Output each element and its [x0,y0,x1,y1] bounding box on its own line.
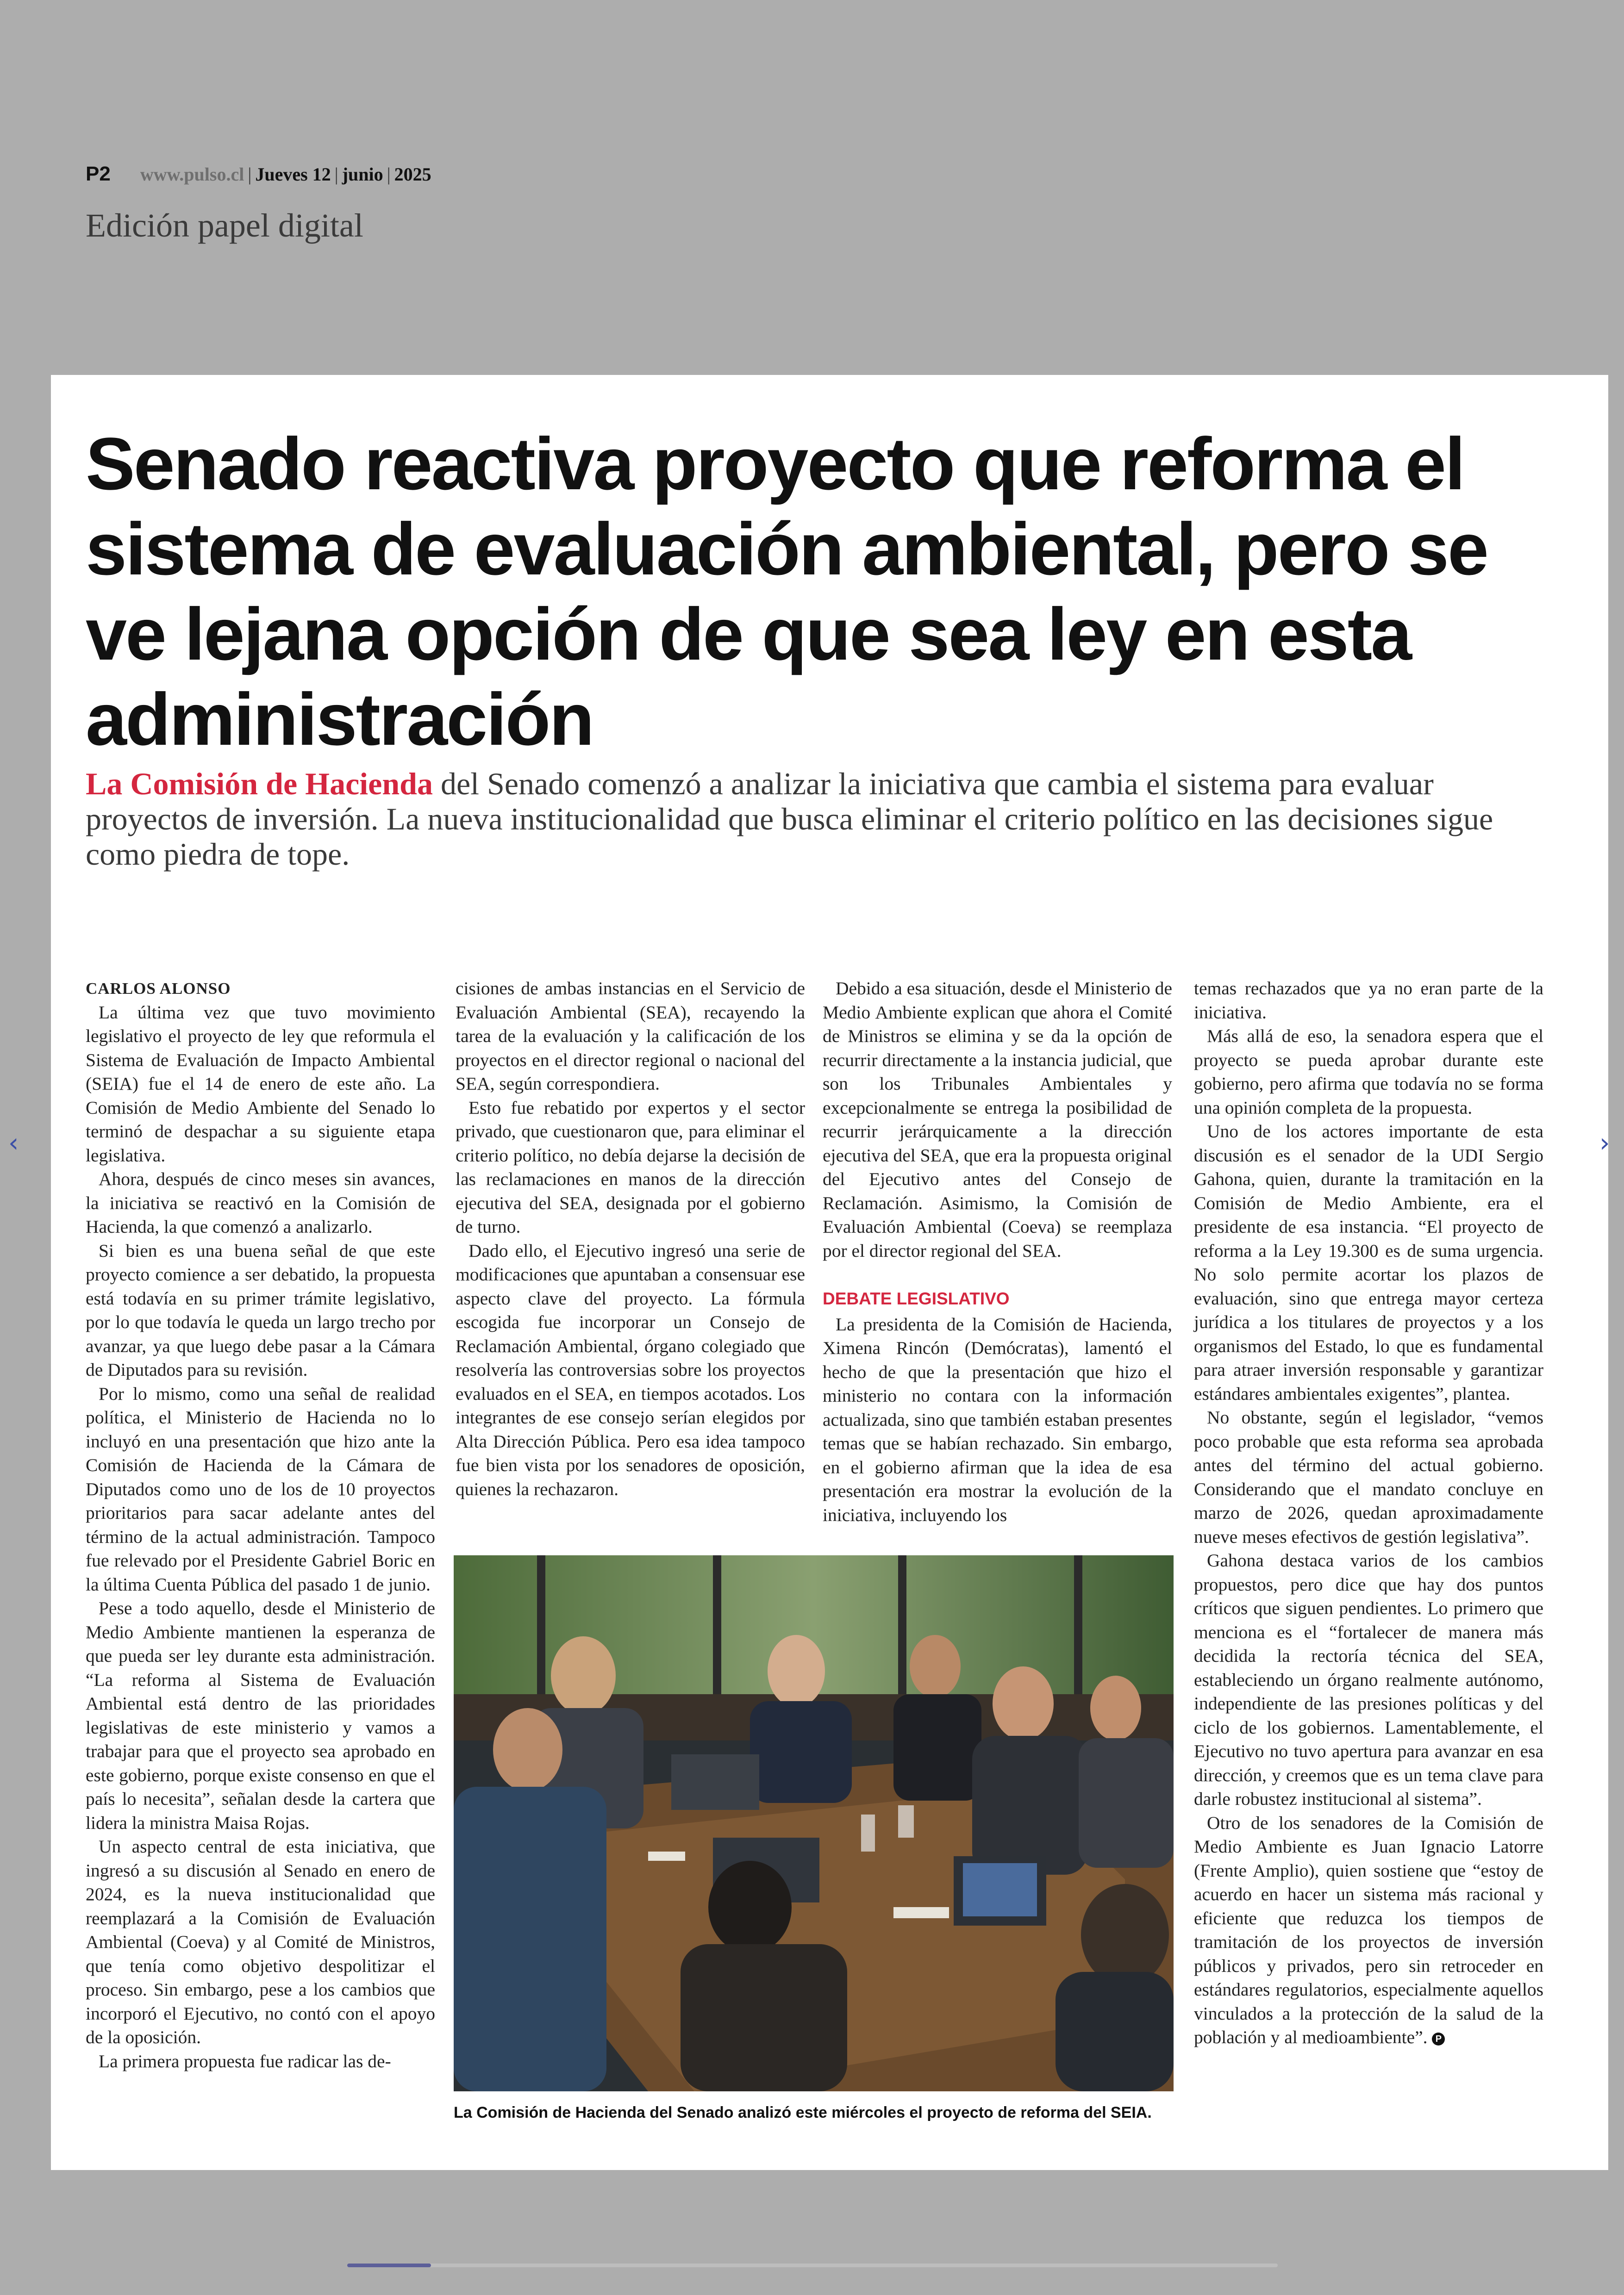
photo-caption: La Comisión de Hacienda del Senado analizó este miércoles el proyecto de reforma del SEIA. [454,2104,1152,2121]
header-day: Jueves 12 [255,164,331,185]
paragraph: Dado ello, el Ejecutivo ingresó una serie de modificaciones que apuntaban a consensuar ese aspecto clave del proyecto. La fórmula escogida fue incorporar un Consejo de Reclamación Ambiental, órgano colegiado que resolvería las controversias sobre los proyectos evaluados en el SEA, en tiempos acotados. Los integrantes de ese consejo serían elegidos por Alta Dirección Pública. Pero esa idea tampoco fue bien vista por los senadores de oposición, quienes la rechazaron. [456,1240,805,1499]
page-number: P2 [86,162,111,185]
paragraph-text: Otro de los senadores de la Comisión de Medio Ambiente es Juan Ignacio Latorre (Frente Amplio), quien sostiene que “estoy de acuerdo en hacer un sistema más racional y eficiente que reduzca los tiempos de tramitación de los proyectos de inversión públicos y privados, pero sin retroceder en estándares regulatorios, especialmente aquellos vinculados a la protección de la salud de la población y al medioambiente”. [1194,1812,1543,2047]
paragraph: Más allá de eso, la senadora espera que el proyecto se pueda aprobar durante este gobierno, pero afirma que todavía no se forma una opinión completa de la propuesta. [1194,1026,1543,1118]
dek-lead: La Comisión de Hacienda [86,766,433,801]
photo-illustration [454,1555,1174,2091]
paragraph: Un aspecto central de esta iniciativa, que ingresó a su discusión al Senado en enero de 2024, es la nueva institucionalidad que reemplazará a la Comisión de Evaluación Ambiental (Coeva) y al Comité de Ministros, que tenía como objetivo despolitizar el proceso. Sin embargo, pese a los cambios que incorporó el Ejecutivo, no contó con el apoyo de la oposición. [86,1836,435,2047]
article-column-3 [823,977,1172,1527]
paragraph: Si bien es una buena señal de que este proyecto comience a ser debatido, la propuesta está todavía en su primer trámite legislativo, por lo que todavía le queda un largo trecho por avanzar, ya que luego debe pasar a la Cámara de Diputados para su revisión. [86,1240,435,1380]
paragraph: La primera propuesta fue radicar las de- [99,2051,391,2071]
paragraph: cisiones de ambas instancias en el Servicio de Evaluación Ambiental (SEA), recayendo la tarea de la evaluación y la calificación de los proyectos en el director regional o nacional del SEA, según correspondiera. [456,978,805,1094]
chevron-right-icon[interactable]: › [1599,1128,1610,1158]
article-column-4 [1194,977,1543,2050]
paragraph: Gahona destaca varios de los cambios propuestos, pero dice que hay dos puntos críticos que siguen pendientes. Lo primero que menciona es el “fortalecer de manera más decidida la rectoría técnica del SEA, estableciendo un órgano realmente autónomo, independiente de las presiones políticas y del ciclo de los gobiernos. Lamentablemente, el Ejecutivo no tuvo apertura para avanzar en esa dirección, y creemos que es un tema clave para darle robustez institucional al sistema”. [1194,1550,1543,1809]
paragraph: No obstante, según el legislador, “vemos poco probable que esta reforma sea aprobada antes del término del actual gobierno. Considerando que el mandato concluye en marzo de 2026, quedan aproximadamente nueve meses efectivos de gestión legislativa”. [1194,1407,1543,1547]
section-subhead: DEBATE LEGISLATIVO [823,1289,1010,1308]
paragraph: Pese a todo aquello, desde el Ministerio de Medio Ambiente mantienen la esperanza de que pueda ser ley durante esta administración. “La reforma al Sistema de Evaluación Ambiental está dentro de las prioridades legislativas de este ministerio y vamos a trabajar para que el proyecto sea aprobado en este gobierno, porque existe consenso en que el país lo necesita”, señalan desde la cartera que lidera la ministra Maisa Rojas. [86,1598,435,1833]
dek-text: del Senado comenzó a analizar la iniciativa que cambia el sistema para evaluar proyectos de inversión. La nueva institucionalidad que busca eliminar el criterio político en las decisiones sigue como piedra de tope. [86,766,1493,872]
article-dek [86,766,1544,872]
paragraph: Esto fue rebatido por expertos y el sector privado, que cuestionaron que, para eliminar el criterio político, no debía dejarse la decisión de las reclamaciones en manos de la dirección ejecutiva del SEA, designada por el gobierno de turno. [456,1097,805,1237]
site-url[interactable]: www.pulso.cl [140,164,244,185]
article-headline: Senado reactiva proyecto que reforma el sistema de evaluación ambiental, pero se ve lejana opción de que sea ley en esta administración [86,422,1487,761]
edition-label: Edición papel digital [86,207,363,244]
paragraph: temas rechazados que ya no eran parte de la iniciativa. [1194,978,1543,1023]
article-column-1 [86,977,435,2073]
paragraph: Uno de los actores importante de esta discusión es el senador de la UDI Sergio Gahona, quien, durante la tramitación en la Comisión de Medio Ambiente, era el presidente de esa instancia. “El proyecto de reforma a la Ley 19.300 es de suma urgencia. No solo permite acortar los plazos de evaluación, sino que entrega mayor certeza jurídica a los titulares de proyectos y a los organismos del Estado, lo que es fundamental para atraer inversión responsable y garantizar estándares ambientales exigentes”, plantea. [1194,1121,1543,1404]
paragraph: La presidenta de la Comisión de Hacienda, Ximena Rincón (Demócratas), lamentó el hecho de que la presentación que hizo el ministerio no contara con la información actualizada, sino que también estaban presentes temas que se habían rechazado. Sin embargo, en el gobierno afirman que la idea de esa presentación era mostrar la evolución de la iniciativa, incluyendo los [823,1314,1172,1525]
paragraph: Debido a esa situación, desde el Ministerio de Medio Ambiente explican que ahora el Comité de Ministros se elimina y se da la opción de recurrir directamente a la instancia judicial, que son los Tribunales Ambientales y excepcionalmente se entrega la posibilidad de recurrir jerárquicamente a la dirección ejecutiva del SEA, que era la propuesta original del Ejecutivo antes del Consejo de Reclamación. Asimismo, la Comisión de Evaluación Ambiental (Coeva) se reemplaza por el director regional del SEA. [823,978,1172,1261]
newspaper-page [51,375,1608,2170]
page-scrubber-progress [347,2264,431,2267]
article-column-2 [456,977,805,1501]
paragraph: La última vez que tuvo movimiento legislativo el proyecto de ley que reformula el Sistema de Evaluación de Impacto Ambiental (SEIA) fue el 14 de enero de este año. La Comisión de Medio Ambiente del Senado lo terminó de despachar a su siguiente etapa legislativa. [86,1002,435,1166]
byline: CARLOS ALONSO [86,979,231,998]
header-year: 2025 [394,164,431,185]
page-header: P2 www.pulso.cl | Jueves 12 | junio | 2025 [86,162,431,185]
paragraph: Por lo mismo, como una señal de realidad política, el Ministerio de Hacienda no lo incluyó en una presentación que hizo ante la Comisión de Hacienda de la Cámara de Diputados como uno de los de 10 proyectos prioritarios para sacar adelante antes del término de la actual administración. Tampoco fue relevado por el Presidente Gabriel Boric en la última Cuenta Pública del pasado 1 de junio. [86,1383,435,1595]
end-mark-icon: P [1432,2033,1445,2046]
page-scrubber[interactable] [347,2264,1278,2267]
header-month: junio [342,164,383,185]
article-photo [454,1555,1174,2091]
paragraph [1194,1811,1543,2050]
paragraph: Ahora, después de cinco meses sin avances, la iniciativa se reactivó en la Comisión de Hacienda, la que comenzó a analizarlo. [86,1169,435,1237]
chevron-left-icon[interactable]: ‹ [8,1128,19,1158]
